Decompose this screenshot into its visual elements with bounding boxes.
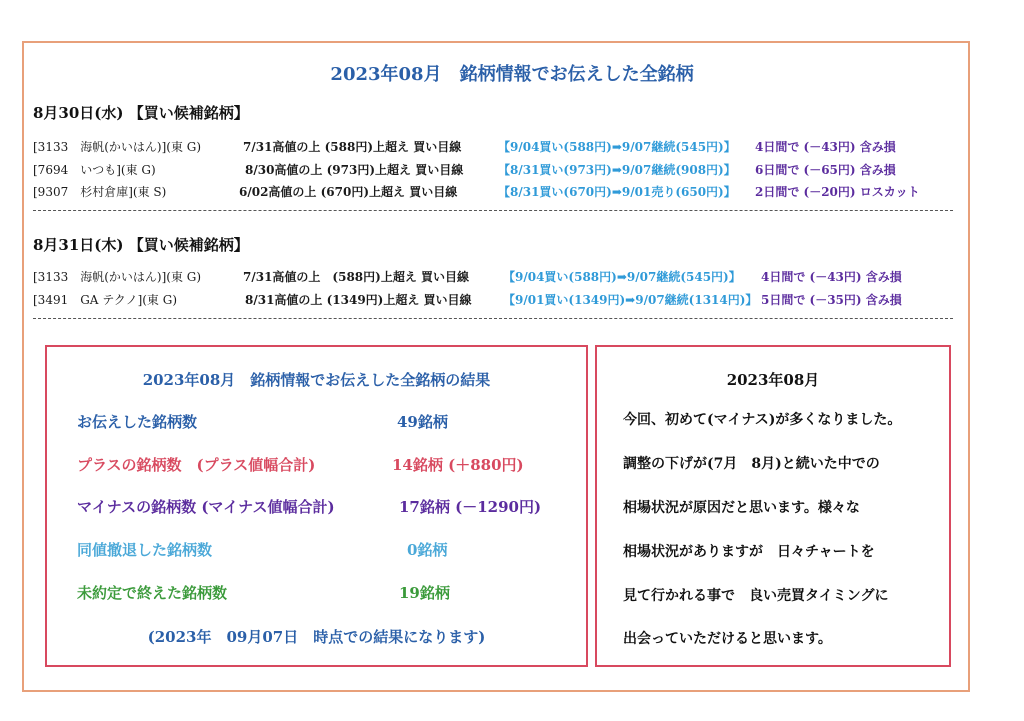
stock-condition: 8/31高値の上 (1349円)上超え 買い目線 — [245, 293, 472, 307]
trade-result: 2日間で (－20円) ロスカット — [755, 185, 920, 199]
comment-box — [595, 345, 951, 667]
summary-title: 2023年08月 銘柄情報でお伝えした全銘柄の結果 — [142, 371, 491, 389]
comment-title: 2023年08月 — [726, 371, 820, 389]
page-title: 2023年08月 銘柄情報でお伝えした全銘柄 — [330, 64, 694, 85]
stock-code: [3491 GA テクノ](東 G) — [33, 293, 178, 307]
comment-line: 出会っていただけると思います。 — [623, 631, 832, 647]
stat-value: 19銘柄 — [399, 584, 450, 602]
trade-result: 6日間で (－65円) 含み損 — [755, 163, 896, 177]
trade-history: 【9/01買い(1349円)➡9/07継続(1314円)】 — [503, 293, 758, 307]
dashed-divider — [33, 318, 953, 319]
summary-box — [45, 345, 588, 667]
trade-history: 【8/31買い(973円)➡9/07継続(908円)】 — [498, 163, 736, 177]
summary-note: (2023年 09月07日 時点での結果になります) — [147, 628, 486, 646]
trade-result: 5日間で (－35円) 含み損 — [761, 293, 902, 307]
stat-label: 同値撤退した銘柄数 — [77, 541, 213, 559]
trade-result: 4日間で (－43円) 含み損 — [761, 270, 902, 284]
stat-value: 14銘柄 (＋880円) — [392, 456, 524, 474]
trade-history: 【8/31買い(670円)➡9/01売り(650円)】 — [498, 185, 736, 199]
stat-label: プラスの銘柄数 (プラス値幅合計) — [77, 456, 316, 474]
comment-line: 見て行かれる事で 良い売買タイミングに — [623, 588, 889, 604]
comment-line: 相場状況がありますが 日々チャートを — [623, 544, 875, 560]
stock-condition: 7/31高値の上 (588円)上超え 買い目線 — [243, 140, 462, 154]
stat-label: 未約定で終えた銘柄数 — [77, 584, 228, 602]
trade-history: 【9/04買い(588円)➡9/07継続(545円)】 — [503, 270, 741, 284]
comment-line: 今回、初めて(マイナス)が多くなりました。 — [623, 412, 902, 428]
comment-line: 調整の下げが(7月 8月)と続いた中での — [623, 456, 880, 472]
stock-condition: 6/02高値の上 (670円)上超え 買い目線 — [239, 185, 458, 199]
section-heading: 8月31日(木) 【買い候補銘柄】 — [33, 236, 249, 254]
stat-value: 49銘柄 — [397, 413, 448, 431]
comment-line: 相場状況が原因だと思います。様々な — [623, 500, 860, 516]
stat-value: 0銘柄 — [407, 541, 448, 559]
stock-code: [3133 海帆(かいはん)](東 G) — [33, 270, 202, 284]
section-heading: 8月30日(水) 【買い候補銘柄】 — [33, 104, 249, 122]
stat-label: マイナスの銘柄数 (マイナス値幅合計) — [77, 498, 335, 516]
trade-result: 4日間で (－43円) 含み損 — [755, 140, 896, 154]
stock-condition: 8/30高値の上 (973円)上超え 買い目線 — [245, 163, 464, 177]
dashed-divider — [33, 210, 953, 211]
stat-value: 17銘柄 (－1290円) — [399, 498, 542, 516]
stock-code: [7694 いつも](東 G) — [33, 163, 156, 177]
stock-code: [9307 杉村倉庫](東 S) — [33, 185, 167, 199]
stat-label: お伝えした銘柄数 — [77, 413, 198, 431]
stock-code: [3133 海帆(かいはん)](東 G) — [33, 140, 202, 154]
stock-condition: 7/31高値の上 (588円)上超え 買い目線 — [243, 270, 470, 284]
trade-history: 【9/04買い(588円)➡9/07継続(545円)】 — [498, 140, 736, 154]
